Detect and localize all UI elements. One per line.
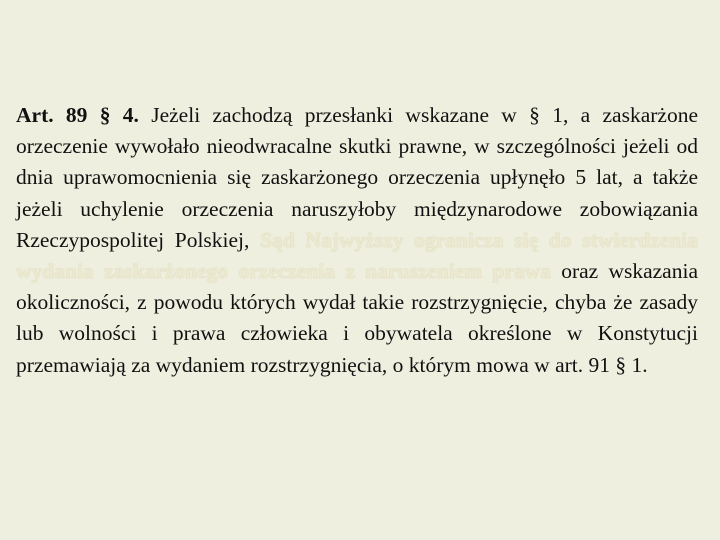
article-text-before: Jeżeli zachodzą przesłanki wskazane w § 1, a zaskarżone orzeczenie wywołało nieodwracalne skutki prawne, w szczególności jeżeli od dnia uprawomocnienia się zaskarżonego orzeczenia upłynęło 5 lat, a także jeżeli uchylenie orzeczenia naruszyłoby międzynarodowe zobowiązania Rzeczypospolitej Polskiej, xyxy=(16,103,698,252)
article-text-after: oraz wskazania okoliczności, z powodu których wydał takie rozstrzygnięcie, chyba że zasady lub wolności i prawa człowieka i obywatela określone w Konstytucji przemawiają za wydaniem rozstrzygnięcia, o którym mowa w art. 91 § 1. xyxy=(16,259,698,377)
highlighted-phrase: Sąd Najwyższy ogranicza się do stwierdzenia wydania zaskarżonego orzeczenia z naruszeniem prawa xyxy=(16,227,698,284)
article-heading: Art. 89 § 4. xyxy=(16,103,139,127)
article-paragraph xyxy=(16,100,698,381)
